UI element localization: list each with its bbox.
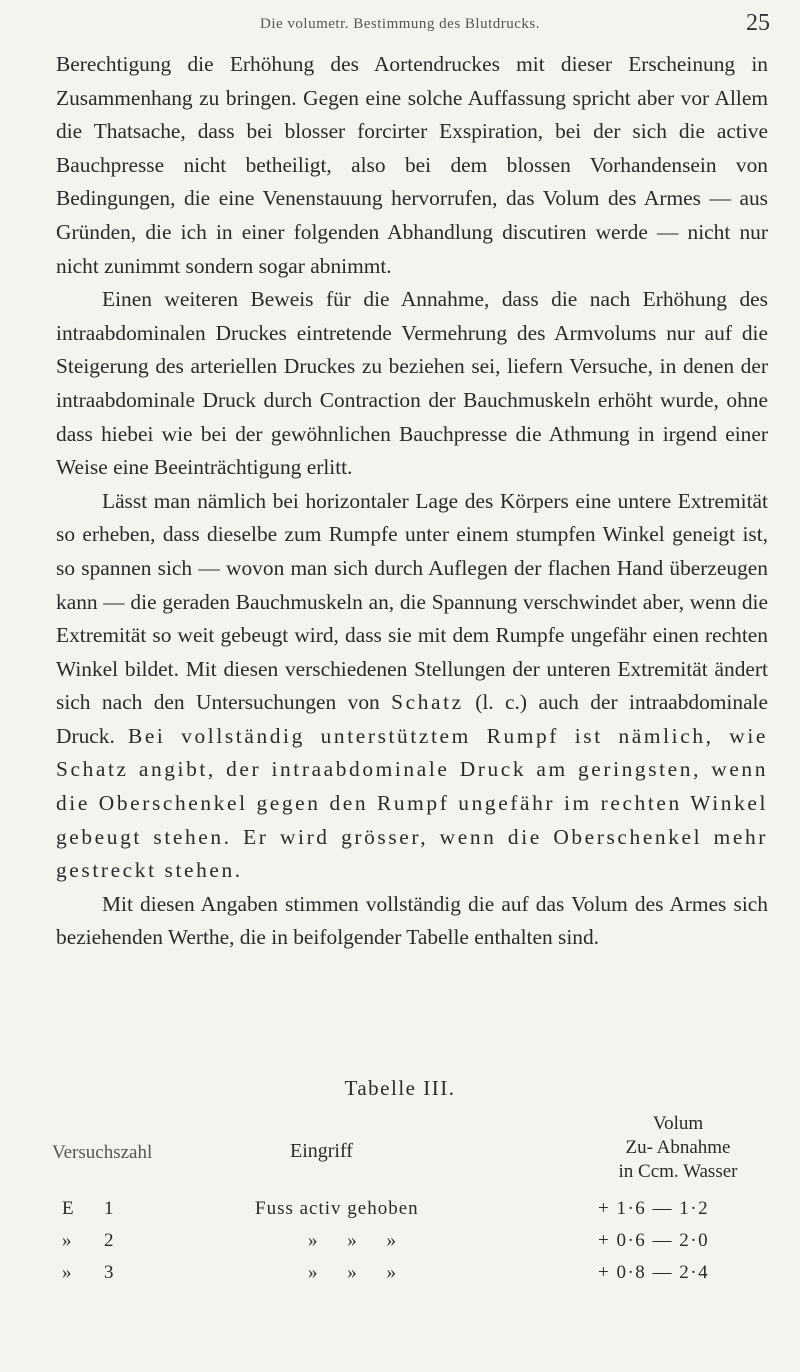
running-head	[0, 10, 800, 44]
text-run: Mit diesen Angaben stimmen vollständig die auf das Volum des Armes sich beziehenden Werthe, die in beifolgender Tabelle enthalten sind.	[56, 891, 768, 950]
row-number: 1	[104, 1198, 114, 1219]
text-run: Lässt man nämlich bei horizontaler Lage des Körpers eine untere Extremität so erheben, dass dieselbe zum Rumpfe unter einem stumpfen Winkel geneigt ist, so spannen sich — wovon man sich durch Auflegen der flachen Hand überzeugen kann — die geraden Bauchmuskeln an, die Spannung verschwindet aber, wenn die Extremität so weit gebeugt wird, dass sie mit dem Rumpfe ungefähr einen rechten Winkel bildet. Mit diesen verschiedenen Stellungen der unteren Extremität ändert sich nach den Untersuchungen von	[56, 488, 768, 715]
row-volum: + 1·6 — 1·2	[598, 1198, 710, 1219]
body-text	[56, 48, 768, 955]
paragraph	[56, 283, 768, 485]
row-prefix: »	[62, 1230, 72, 1251]
column-header-eingriff: Eingriff	[290, 1140, 353, 1162]
text-run: (l. c.) auch der intraabdominale Druck.	[56, 690, 768, 748]
column-header-volum	[586, 1112, 770, 1184]
text-run: Einen weiteren Beweis für die Annahme, dass die nach Erhöhung des intraabdominalen Druckes eintretende Vermehrung des Armvolums nur auf die Steigerung des arteriellen Druckes zu beziehen sei, liefern Versuche, in denen der intraabdominale Druck durch Contraction der Bauchmuskeln erhöht wurde, ohne dass hiebei wie bei der gewöhnlichen Bauchpresse die Athmung in irgend einer Weise eine Beeinträchtigung erlitt.	[56, 287, 768, 480]
row-volum: + 0·6 — 2·0	[598, 1230, 710, 1251]
row-number: 2	[104, 1230, 114, 1251]
table-caption: Tabelle III.	[344, 1076, 456, 1100]
table-row	[0, 1262, 800, 1292]
row-number: 3	[104, 1262, 114, 1283]
column-header-volum-line: Zu- Abnahme	[625, 1137, 731, 1158]
row-volum: + 0·8 — 2·4	[598, 1262, 710, 1283]
row-prefix: E	[62, 1198, 74, 1219]
text-run: Berechtigung die Erhöhung des Aortendruckes mit dieser Erscheinung in Zusammenhang zu bringen. Gegen eine solche Auffassung spricht aber vor Allem die Thatsache, dass bei blosser forcirter Exspiration, bei der sich die active Bauchpresse nicht betheiligt, also bei dem blossen Vorhandensein von Bedingungen, die eine Venenstauung hervorrufen, das Volum des Armes — aus Gründen, die ich in einer folgenden Abhandlung discutiren werde — nicht nur nicht zunimmt sondern sogar abnimmt.	[56, 52, 768, 278]
paragraph	[56, 888, 768, 955]
spaced-text: Schatz	[391, 690, 464, 715]
row-eingriff: » » »	[308, 1230, 397, 1251]
column-header-volum-line: in Ccm. Wasser	[618, 1161, 738, 1182]
paragraph	[56, 485, 768, 888]
table-row	[0, 1198, 800, 1228]
row-eingriff: » » »	[308, 1262, 397, 1283]
row-prefix: »	[62, 1262, 72, 1283]
page-number: 25	[746, 10, 770, 36]
table-row	[0, 1230, 800, 1260]
column-header-versuch: Versuchszahl	[52, 1142, 153, 1163]
spaced-text: Bei vollständig unterstütztem Rumpf ist nämlich, wie Schatz angibt, der intraabdominale Druck am geringsten, wenn die Oberschenkel gegen den Rumpf ungefähr im rechten Winkel gebeugt stehen. Er wird grösser, wenn die Oberschenkel mehr gestreckt stehen.	[56, 723, 768, 883]
running-title: Die volumetr. Bestimmung des Blutdrucks.	[260, 16, 540, 32]
paragraph	[56, 48, 768, 283]
column-header-volum-line: Volum	[652, 1113, 704, 1134]
row-eingriff: Fuss activ gehoben	[255, 1198, 419, 1219]
